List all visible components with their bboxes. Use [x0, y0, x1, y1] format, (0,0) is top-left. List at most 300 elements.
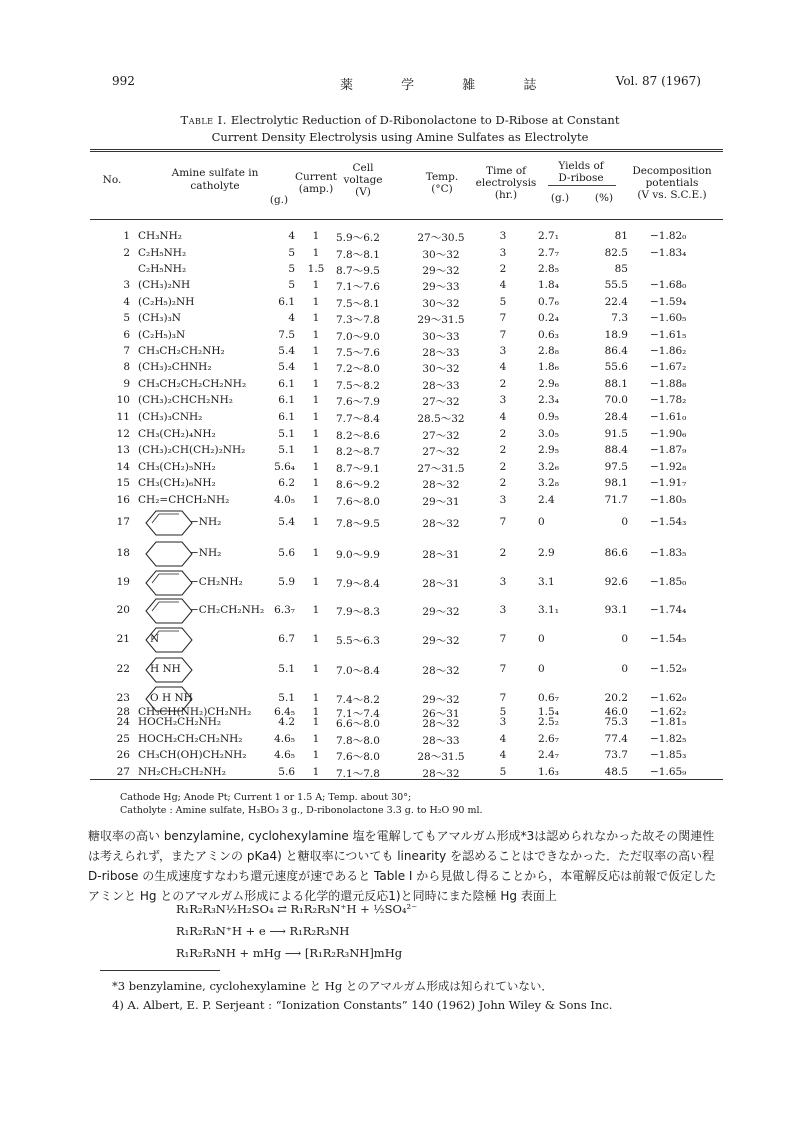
row-temp: 30～33	[422, 331, 460, 343]
row-yield-pct: 0	[621, 663, 628, 675]
row-voltage: 7.6～8.0	[336, 751, 380, 763]
row-yield-pct: 88.1	[604, 378, 628, 390]
row-decomp: −1.52₉	[650, 663, 687, 675]
row-yield-pct: 88.4	[604, 444, 628, 456]
col-cell-1: Cell	[352, 162, 374, 174]
row-voltage: 7.6～7.9	[336, 396, 380, 408]
caption-line2: Current Density Electrolysis using Amine Sulfates as Electrolyte	[211, 130, 589, 144]
row-yield-pct: 75.3	[604, 716, 628, 728]
row-no: 15	[116, 477, 130, 489]
row-yield-pct: 46.0	[604, 706, 628, 718]
col-yields-1: Yields of	[558, 160, 604, 172]
row-yield-g: 2.9₅	[538, 444, 559, 456]
row-amount: 5.1	[278, 692, 295, 704]
row-temp: 28～33	[422, 380, 460, 392]
row-no: 16	[116, 494, 130, 506]
row-voltage: 9.0～9.9	[336, 549, 380, 561]
row-no: 27	[116, 766, 130, 778]
row-current: 1	[312, 766, 320, 778]
row-amount: 6.1	[278, 394, 295, 406]
table-row	[90, 361, 723, 379]
row-yield-pct: 86.6	[604, 547, 628, 559]
row-yield-g: 2.7₁	[538, 230, 559, 242]
row-no: 3	[123, 279, 130, 291]
row-amount: 4	[288, 312, 295, 324]
row-yield-pct: 28.4	[604, 411, 628, 423]
row-time: 3	[499, 494, 507, 506]
row-current: 1	[312, 411, 320, 423]
yields-brace	[548, 185, 616, 186]
row-yield-g: 0.2₄	[538, 312, 559, 324]
table-row	[90, 444, 723, 462]
row-temp: 30～32	[422, 298, 460, 310]
row-voltage: 7.2～8.0	[336, 363, 380, 375]
row-time: 2	[499, 444, 507, 456]
row-amine: HOCH₂CH₂CH₂NH₂	[138, 733, 243, 745]
row-time: 3	[499, 576, 507, 588]
row-decomp: −1.54₃	[650, 516, 687, 528]
row-no: 18	[116, 547, 130, 559]
col-temp-1: Temp.	[425, 171, 459, 183]
table-row	[90, 230, 723, 248]
row-yield-g: 1.8₆	[538, 361, 559, 373]
row-amount: 6.7	[278, 633, 295, 645]
col-cell-3: (V)	[355, 186, 371, 198]
row-decomp: −1.85₃	[650, 749, 687, 761]
col-g: (g.)	[269, 194, 289, 206]
row-no: 2	[123, 247, 130, 259]
row-voltage: 7.8～8.1	[336, 249, 380, 261]
row-no: 1	[123, 230, 130, 242]
row-amount: 4.0₅	[274, 494, 295, 506]
row-current: 1.5	[307, 263, 325, 275]
row-yield-pct: 48.5	[604, 766, 628, 778]
row-amine: CH₃CH₂CH₂NH₂	[138, 345, 225, 357]
row-current: 1	[312, 494, 320, 506]
row-amine: HOCH₂CH₂NH₂	[138, 716, 222, 728]
row-current: 1	[312, 394, 320, 406]
row-yield-g: 0.7₆	[538, 296, 559, 308]
row-current: 1	[312, 716, 320, 728]
table-row	[90, 516, 723, 534]
row-amount: 6.4₅	[274, 706, 295, 718]
table-caption	[100, 112, 700, 146]
row-decomp: −1.65₉	[650, 766, 687, 778]
row-amine: (C₂H₅)₃N	[138, 329, 186, 341]
row-decomp: −1.91₇	[650, 477, 687, 489]
row-no: 9	[123, 378, 130, 390]
row-time: 4	[499, 749, 507, 761]
row-decomp: −1.87₉	[650, 444, 687, 456]
row-temp: 27～32	[422, 430, 460, 442]
row-amine: CH₃NH₂	[138, 230, 182, 242]
row-yield-g: 3.1	[538, 576, 555, 588]
row-yield-pct: 91.5	[604, 428, 628, 440]
row-current: 1	[312, 296, 320, 308]
row-decomp: −1.85₀	[650, 576, 687, 588]
col-dec-1: Decomposition	[632, 165, 712, 177]
row-amount: 5.1	[278, 663, 295, 675]
row-time: 3	[499, 247, 507, 259]
row-temp: 29～33	[422, 281, 460, 293]
row-voltage: 6.6～8.0	[336, 718, 380, 730]
col-time-2: electrolysis	[475, 177, 537, 189]
row-voltage: 8.2～8.6	[336, 430, 380, 442]
row-temp: 29～32	[422, 265, 460, 277]
row-current: 1	[312, 428, 320, 440]
row-amount: 5	[288, 263, 295, 275]
row-amount: 5	[288, 247, 295, 259]
row-current: 1	[312, 547, 320, 559]
row-temp: 29～31.5	[417, 314, 465, 326]
col-amine-1: Amine sulfate in	[171, 167, 259, 179]
table-row	[90, 411, 723, 429]
table-row	[90, 576, 723, 594]
row-amount: 7.5	[278, 329, 295, 341]
row-temp: 27～30.5	[417, 232, 465, 244]
row-decomp: −1.80₅	[650, 494, 687, 506]
row-no: 10	[116, 394, 130, 406]
row-temp: 28～33	[422, 347, 460, 359]
row-yield-g: 3.1₁	[538, 604, 559, 616]
row-amine: C₂H₅NH₂	[138, 247, 187, 259]
row-no: 25	[116, 733, 130, 745]
table-row	[90, 312, 723, 330]
row-amount: 6.3₇	[274, 604, 295, 616]
row-time: 2	[499, 428, 507, 440]
row-yield-pct: 71.7	[604, 494, 628, 506]
row-voltage: 5.5～6.3	[336, 635, 380, 647]
row-yield-pct: 18.9	[604, 329, 628, 341]
row-no: 24	[116, 716, 130, 728]
row-temp: 27～32	[422, 446, 460, 458]
row-yield-pct: 85	[614, 263, 628, 275]
row-amine: (CH₃)₂NH	[138, 279, 191, 291]
row-amount: 5.9	[278, 576, 295, 588]
row-current: 1	[312, 706, 320, 718]
row-yield-pct: 86.4	[604, 345, 628, 357]
col-temp-2: (°C)	[431, 183, 453, 195]
row-no: 19	[116, 576, 130, 588]
row-no: 21	[116, 633, 130, 645]
row-current: 1	[312, 378, 320, 390]
row-current: 1	[312, 230, 320, 242]
row-decomp: −1.74₄	[650, 604, 687, 616]
row-time: 4	[499, 279, 507, 291]
row-temp: 27～32	[422, 396, 460, 408]
row-yield-g: 2.9	[538, 547, 555, 559]
row-no: 17	[116, 516, 130, 528]
row-time: 2	[499, 547, 507, 559]
note-line-1: Cathode Hg; Anode Pt; Current 1 or 1.5 A; Temp. about 30°;	[120, 792, 412, 803]
row-no: 12	[116, 428, 130, 440]
row-yield-g: 2.3₄	[538, 394, 559, 406]
row-yield-g: 0	[538, 663, 545, 675]
row-decomp: −1.68₀	[650, 279, 687, 291]
row-no: 28	[116, 706, 130, 718]
row-voltage: 7.8～8.0	[336, 735, 380, 747]
row-temp: 28～31.5	[417, 751, 465, 763]
row-decomp: −1.90₆	[650, 428, 687, 440]
row-amount: 5.1	[278, 444, 295, 456]
row-temp: 29～32	[422, 694, 460, 706]
row-amount: 4.6₅	[274, 733, 295, 745]
row-amount: 5.1	[278, 428, 295, 440]
row-decomp: −1.59₄	[650, 296, 687, 308]
row-voltage: 8.2～8.7	[336, 446, 380, 458]
row-time: 2	[499, 378, 507, 390]
row-decomp: −1.62₀	[650, 692, 687, 704]
row-amount: 6.1	[278, 296, 295, 308]
footnote-3: *3 benzylamine, cyclohexylamine と Hg とのアマルガム形成は知られていない．	[112, 979, 553, 993]
row-yield-pct: 0	[621, 633, 628, 645]
row-temp: 30～32	[422, 249, 460, 261]
journal-title: 薬 学 雑 誌	[340, 78, 559, 93]
row-voltage: 8.7～9.1	[336, 463, 380, 475]
row-time: 3	[499, 394, 507, 406]
row-temp: 28～32	[422, 768, 460, 780]
row-amine: CH₃(CH₂)₅NH₂	[138, 461, 216, 473]
table-notes	[120, 791, 483, 817]
row-yield-pct: 20.2	[604, 692, 628, 704]
col-yields-g: (g.)	[550, 192, 570, 204]
row-yield-g: 1.5₄	[538, 706, 559, 718]
row-decomp: −1.61₅	[650, 329, 687, 341]
table-row	[90, 663, 723, 681]
row-yield-g: 2.5₂	[538, 716, 559, 728]
row-temp: 26～31	[422, 708, 460, 720]
row-time: 5	[499, 706, 507, 718]
row-yield-pct: 22.4	[604, 296, 628, 308]
row-amount: 5.6₄	[274, 461, 295, 473]
row-amine: CH₃(CH₂)₆NH₂	[138, 477, 216, 489]
row-amine: NH₂CH₂CH₂NH₂	[138, 766, 226, 778]
table-top-rule-2	[90, 151, 723, 152]
row-voltage: 7.1～7.6	[336, 281, 380, 293]
row-amount: 5.4	[278, 345, 295, 357]
table-row	[90, 633, 723, 651]
row-time: 7	[499, 312, 507, 324]
row-yield-pct: 77.4	[604, 733, 628, 745]
row-no: 7	[123, 345, 130, 357]
row-current: 1	[312, 329, 320, 341]
table-row	[90, 766, 723, 784]
row-no: 20	[116, 604, 130, 616]
row-current: 1	[312, 247, 320, 259]
row-yield-g: 2.4	[538, 494, 555, 506]
row-voltage: 7.5～8.1	[336, 298, 380, 310]
row-decomp: −1.83₅	[650, 547, 687, 559]
row-amine: CH₃(CH₂)₄NH₂	[138, 428, 216, 440]
row-decomp: −1.60₅	[650, 312, 687, 324]
row-yield-g: 2.8₅	[538, 263, 559, 275]
row-current: 1	[312, 312, 320, 324]
row-amine: −NH₂	[190, 547, 222, 559]
row-amount: 6.2	[278, 477, 295, 489]
row-voltage: 7.1～7.8	[336, 768, 380, 780]
row-time: 7	[499, 692, 507, 704]
row-no: 23	[116, 692, 130, 704]
row-yield-pct: 93.1	[604, 604, 628, 616]
row-yield-pct: 70.0	[604, 394, 628, 406]
row-decomp: −1.81₅	[650, 716, 687, 728]
row-temp: 29～31	[422, 496, 460, 508]
row-amount: 5.6	[278, 547, 295, 559]
col-time-1: Time of	[485, 165, 527, 177]
row-yield-g: 3.2₆	[538, 461, 559, 473]
row-temp: 28～32	[422, 479, 460, 491]
table-row	[90, 279, 723, 297]
row-amine: (CH₃)₂CHNH₂	[138, 361, 212, 373]
row-time: 5	[499, 766, 507, 778]
row-time: 5	[499, 296, 507, 308]
row-no: 13	[116, 444, 130, 456]
row-yield-g: 0.6₇	[538, 692, 559, 704]
row-current: 1	[312, 361, 320, 373]
row-amount: 4.6₅	[274, 749, 295, 761]
row-yield-pct: 55.5	[604, 279, 628, 291]
row-amount: 4	[288, 230, 295, 242]
row-time: 4	[499, 411, 507, 423]
row-amine: N	[150, 633, 160, 645]
row-time: 4	[499, 733, 507, 745]
volume-info: Vol. 87 (1967)	[615, 74, 701, 88]
row-time: 7	[499, 329, 507, 341]
col-current-1: Current	[294, 171, 338, 183]
row-voltage: 7.7～8.4	[336, 413, 380, 425]
row-voltage: 5.9～6.2	[336, 232, 380, 244]
row-voltage: 7.9～8.3	[336, 606, 380, 618]
row-current: 1	[312, 477, 320, 489]
row-time: 3	[499, 716, 507, 728]
row-temp: 28～32	[422, 518, 460, 530]
row-voltage: 7.4～8.2	[336, 694, 380, 706]
row-temp: 28～32	[422, 665, 460, 677]
row-temp: 28～31	[422, 578, 460, 590]
col-time-3: (hr.)	[494, 189, 518, 201]
row-voltage: 7.9～8.4	[336, 578, 380, 590]
row-yield-pct: 73.7	[604, 749, 628, 761]
row-amine: (CH₃)₂CH(CH₂)₂NH₂	[138, 444, 246, 456]
row-yield-g: 3.2₈	[538, 477, 559, 489]
row-no: 22	[116, 663, 130, 675]
body-paragraph: 糖収率の高い benzylamine, cyclohexylamine 塩を電解してもアマルガム形成*3は認められなかった故その関連性は考えられず，またアミンの pKa4) と糖収率についても linearity を認めることはできなかった．ただ収率の高い程 D-ribose の生成速度すなわち還元速度が速であると Table I から見做し得ることから，本電解反応は前報で仮定したアミンと Hg とのアマルガム形成による化学的還元反応1)と同時にまた陰極 Hg 表面上	[88, 829, 717, 903]
row-no: 6	[123, 329, 130, 341]
ring-structure-icon	[138, 625, 210, 655]
row-yield-g: 2.8₈	[538, 345, 559, 357]
row-yield-g: 0	[538, 516, 545, 528]
equation-3: R₁R₂R₃NH + mHg ⟶ [R₁R₂R₃NH]mHg	[176, 946, 403, 960]
table-row	[90, 749, 723, 767]
row-voltage: 7.0～8.4	[336, 665, 380, 677]
row-decomp: −1.82₅	[650, 733, 687, 745]
table-row	[90, 477, 723, 495]
row-voltage: 7.3～7.8	[336, 314, 380, 326]
row-amine: −NH₂	[190, 516, 222, 528]
row-current: 1	[312, 663, 320, 675]
row-decomp: −1.86₂	[650, 345, 687, 357]
row-temp: 29～32	[422, 606, 460, 618]
col-amine-2: catholyte	[190, 180, 240, 192]
footnote-4: 4) A. Albert, E. P. Serjeant : “Ionization Constants” 140 (1962) John Wiley & Sons Inc.	[112, 998, 613, 1012]
row-yield-pct: 7.3	[611, 312, 628, 324]
row-no: 5	[123, 312, 130, 324]
row-yield-g: 0.6₃	[538, 329, 559, 341]
equation-1: R₁R₂R₃N½H₂SO₄ ⇄ R₁R₂R₃N⁺H + ½SO₄²⁻	[176, 902, 418, 916]
row-current: 1	[312, 604, 320, 616]
col-current-2: (amp.)	[298, 183, 334, 195]
table-row	[90, 394, 723, 412]
row-current: 1	[312, 576, 320, 588]
row-amine: O H NH	[150, 692, 193, 704]
col-cell-2: voltage	[343, 174, 383, 186]
row-yield-g: 1.6₃	[538, 766, 559, 778]
row-amount: 5.4	[278, 516, 295, 528]
row-yield-pct: 0	[621, 516, 628, 528]
footnote-rule	[100, 970, 220, 971]
row-voltage: 7.1～7.4	[336, 708, 380, 720]
row-yield-g: 0.9₅	[538, 411, 559, 423]
row-current: 1	[312, 516, 320, 528]
row-current: 1	[312, 461, 320, 473]
row-yield-pct: 98.1	[604, 477, 628, 489]
row-no: 26	[116, 749, 130, 761]
row-amine: −CH₂NH₂	[190, 576, 243, 588]
row-decomp: −1.88₈	[650, 378, 687, 390]
row-no: 11	[116, 411, 130, 423]
row-decomp: −1.61₀	[650, 411, 687, 423]
row-voltage: 7.8～9.5	[336, 518, 380, 530]
col-yields-pct: (%)	[594, 192, 614, 204]
row-current: 1	[312, 444, 320, 456]
row-decomp: −1.78₂	[650, 394, 687, 406]
row-current: 1	[312, 633, 320, 645]
row-decomp: −1.67₂	[650, 361, 687, 373]
row-amine: H NH	[150, 663, 181, 675]
row-temp: 27～31.5	[417, 463, 465, 475]
row-time: 7	[499, 633, 507, 645]
equation-2: R₁R₂R₃N⁺H + e ⟶ R₁R₂R₃NH	[176, 924, 350, 938]
row-amine: (CH₃)₃N	[138, 312, 181, 324]
caption-line1: Electrolytic Reduction of D-Ribonolactone to D-Ribose at Constant	[230, 113, 620, 127]
row-voltage: 7.6～8.0	[336, 496, 380, 508]
row-amine: CH₂=CHCH₂NH₂	[138, 494, 230, 506]
row-voltage: 8.7～9.5	[336, 265, 380, 277]
row-time: 2	[499, 477, 507, 489]
row-no: 14	[116, 461, 130, 473]
table-header-rule	[90, 219, 723, 220]
col-no: No.	[102, 174, 122, 186]
row-time: 2	[499, 263, 507, 275]
row-decomp: −1.83₄	[650, 247, 687, 259]
row-current: 1	[312, 692, 320, 704]
col-yields-2: D-ribose	[558, 172, 604, 184]
table-bottom-rule	[90, 779, 723, 780]
col-dec-3: (V vs. S.C.E.)	[637, 189, 707, 201]
row-amount: 5	[288, 279, 295, 291]
row-amine: CH₃CH(NH₂)CH₂NH₂	[138, 706, 252, 718]
row-yield-pct: 97.5	[604, 461, 628, 473]
row-amount: 4.2	[278, 716, 295, 728]
row-current: 1	[312, 749, 320, 761]
row-yield-g: 3.0₅	[538, 428, 559, 440]
row-yield-pct: 81	[614, 230, 628, 242]
row-temp: 28～31	[422, 549, 460, 561]
row-amine: C₂H₅NH₂	[138, 263, 187, 275]
row-temp: 30～32	[422, 363, 460, 375]
row-amount: 6.1	[278, 411, 295, 423]
caption-label: Table I.	[180, 113, 227, 127]
